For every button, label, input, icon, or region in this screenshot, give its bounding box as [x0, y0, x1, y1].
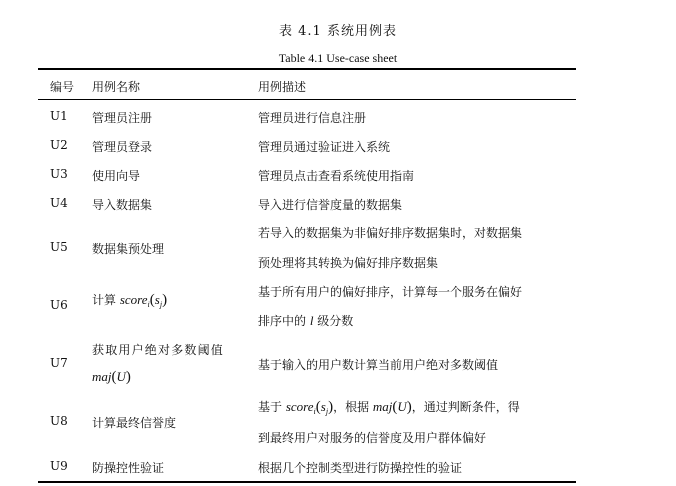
row-u9-id: U9	[50, 459, 68, 473]
row-u6-desc-line1: 基于所有用户的偏好排序，计算每一个服务在偏好	[258, 285, 523, 299]
row-u5-name: 数据集预处理	[92, 242, 165, 256]
row-u9-name: 防操控性验证	[92, 461, 165, 475]
table-caption-en: Table 4.1 Use-case sheet	[278, 51, 398, 65]
row-u6-desc-line2: 排序中的 l 级分数	[258, 313, 354, 328]
row-u8-score-formula: $score_i(s_j)$	[285, 399, 334, 416]
row-u2-id: U2	[50, 138, 68, 152]
table-top-rule	[38, 68, 576, 70]
row-u9-desc: 根据几个控制类型进行防操控性的验证	[258, 461, 463, 475]
row-u5-id: U5	[50, 240, 68, 254]
table-caption-cn: 表 4.1 系统用例表	[279, 24, 397, 39]
row-u7-name-line1: 获取用户绝对多数阈值	[92, 343, 225, 357]
header-id: 编号	[50, 80, 75, 94]
row-u6-id: U6	[50, 298, 68, 312]
row-u4-id: U4	[50, 196, 68, 210]
row-u8-name: 计算最终信誉度	[92, 416, 177, 430]
row-u7-name-line2	[92, 369, 131, 386]
row-u3-name: 使用向导	[92, 169, 141, 183]
table-header-rule	[38, 99, 576, 100]
row-u6-score-formula: $score_i(s_j)$	[119, 292, 168, 309]
row-u2-name: 管理员登录	[92, 140, 153, 154]
row-u7-id: U7	[50, 356, 68, 370]
row-u4-desc: 导入进行信誉度量的数据集	[258, 198, 403, 212]
row-u5-desc-line2: 预处理将其转换为偏好排序数据集	[258, 256, 439, 270]
row-u4-name: 导入数据集	[92, 198, 153, 212]
row-u1-name: 管理员注册	[92, 111, 153, 125]
row-u2-desc: 管理员通过验证进入系统	[258, 140, 391, 154]
row-u6-name	[92, 291, 167, 309]
row-u8-desc-line2: 到最终用户对服务的信誉度及用户群体偏好	[258, 431, 487, 445]
row-u6-level-var: l	[309, 313, 314, 328]
row-u1-desc: 管理员进行信息注册	[258, 111, 367, 125]
row-u8-id: U8	[50, 414, 68, 428]
row-u3-id: U3	[50, 167, 68, 181]
row-u8-maj-formula: maj(U)	[372, 399, 412, 415]
row-u3-desc: 管理员点击查看系统使用指南	[258, 169, 415, 183]
row-u6-name-prefix: 计算	[92, 293, 117, 307]
row-u8-desc-line1: 基于 $score_i(s_j)$，根据 maj(U)，通过判断条件，得	[258, 399, 520, 416]
row-u5-desc-line1: 若导入的数据集为非偏好排序数据集时，对数据集	[258, 226, 523, 240]
row-u1-id: U1	[50, 109, 68, 123]
table-bottom-rule	[38, 481, 576, 483]
row-u7-maj-formula: maj(U)	[92, 369, 131, 385]
header-name: 用例名称	[92, 80, 141, 94]
header-desc: 用例描述	[258, 80, 307, 94]
row-u7-desc: 基于输入的用户数计算当前用户绝对多数阈值	[258, 358, 499, 372]
